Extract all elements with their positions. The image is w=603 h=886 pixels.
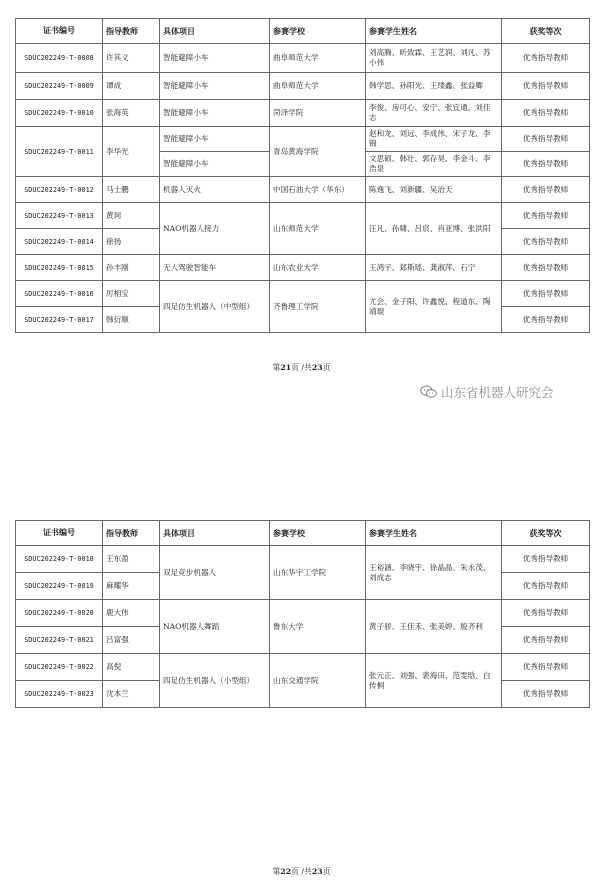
- cert-no: SDUC202249-T-0016: [16, 281, 103, 307]
- award-level: 优秀指导教师: [502, 281, 590, 307]
- award-level: 优秀指导教师: [502, 44, 590, 73]
- watermark-text: 山东省机器人研究会: [441, 385, 554, 400]
- student-names: 韩学思、孙阳光、王缕鑫、张益卿: [366, 73, 502, 100]
- header-cert-no: 证书编号: [16, 19, 103, 44]
- teacher-name: 麻耀华: [103, 573, 160, 600]
- cert-no: SDUC202249-T-0010: [16, 100, 103, 127]
- cert-no: SDUC202249-T-0019: [16, 573, 103, 600]
- table-row: [16, 546, 590, 573]
- project-name: 智能避障小车: [160, 100, 270, 127]
- awards-table-page-22: [15, 520, 590, 708]
- student-names: 刘高腾、昕致霖、王艺润、刘凡、苏小伟: [366, 44, 502, 73]
- teacher-name: 沈本兰: [103, 681, 160, 708]
- student-names: 文思硕、韩壮、郭存昊、李金斗、李浩泉: [366, 152, 502, 177]
- cert-no: SDUC202249-T-0020: [16, 600, 103, 627]
- cert-no: SDUC202249-T-0023: [16, 681, 103, 708]
- header-project: 具体项目: [160, 521, 270, 546]
- award-level: 优秀指导教师: [502, 654, 590, 681]
- table-row: [16, 600, 590, 627]
- cert-no: SDUC202249-T-0015: [16, 255, 103, 281]
- cert-no: SDUC202249-T-0017: [16, 307, 103, 333]
- page-footer-22: [0, 866, 603, 877]
- student-names: 赵和龙、刘远、李成伟、宋子龙、李锦: [366, 127, 502, 152]
- teacher-name: 李华光: [103, 127, 160, 177]
- table-row: [16, 44, 590, 73]
- student-names: 张元正、刘强、裴海田、范雯晗、白传桐: [366, 654, 502, 708]
- cert-no: SDUC202249-T-0021: [16, 627, 103, 654]
- school-name: 齐鲁理工学院: [270, 281, 366, 333]
- student-names: 李俊、房可心、安宁、张宜通、刘佳志: [366, 100, 502, 127]
- student-names: 王鸿宇、郑斯瑶、龚淑萍、石宁: [366, 255, 502, 281]
- project-name: 智能避障小车: [160, 127, 270, 152]
- award-level: 优秀指导教师: [502, 127, 590, 152]
- header-cert-no: 证书编号: [16, 521, 103, 546]
- award-level: 优秀指导教师: [502, 100, 590, 127]
- teacher-name: 张海英: [103, 100, 160, 127]
- header-project: 具体项目: [160, 19, 270, 44]
- student-names: 王裕涵、李晓宇、徐晶晶、朱永茂、刘成志: [366, 546, 502, 600]
- school-name: 山东交通学院: [270, 654, 366, 708]
- school-name: 菏泽学院: [270, 100, 366, 127]
- project-name: NAO机器人舞蹈: [160, 600, 270, 654]
- wechat-icon: [420, 385, 437, 399]
- header-students: 参赛学生姓名: [366, 19, 502, 44]
- cert-no: SDUC202249-T-0008: [16, 44, 103, 73]
- table-header-row: [16, 521, 590, 546]
- school-name: 曲阜师范大学: [270, 73, 366, 100]
- school-name: 山东师范大学: [270, 203, 366, 255]
- project-name: 双足竞步机器人: [160, 546, 270, 600]
- footer-mid: 页 /共: [291, 363, 312, 372]
- header-teacher: 指导教师: [103, 521, 160, 546]
- teacher-name: 徐扬: [103, 229, 160, 255]
- header-students: 参赛学生姓名: [366, 521, 502, 546]
- award-level: 优秀指导教师: [502, 203, 590, 229]
- teacher-name: 韩衍顺: [103, 307, 160, 333]
- teacher-name: 马士鹏: [103, 177, 160, 203]
- cert-no: SDUC202249-T-0011: [16, 127, 103, 177]
- school-name: 青岛黄海学院: [270, 127, 366, 177]
- award-level: 优秀指导教师: [502, 573, 590, 600]
- header-award: 获奖等次: [502, 19, 590, 44]
- teacher-name: 谭成: [103, 73, 160, 100]
- teacher-name: 许其义: [103, 44, 160, 73]
- table-row: [16, 127, 590, 152]
- student-names: 黄子骄、王佳禾、张美婷、殷齐利: [366, 600, 502, 654]
- project-name: 智能避障小车: [160, 73, 270, 100]
- teacher-name: 鹿大伟: [103, 600, 160, 627]
- page-footer-21: [0, 362, 603, 373]
- cert-no: SDUC202249-T-0013: [16, 203, 103, 229]
- footer-total: 23: [311, 867, 323, 876]
- school-name: 山东农业大学: [270, 255, 366, 281]
- table-row: [16, 73, 590, 100]
- project-name: 智能避障小车: [160, 44, 270, 73]
- project-name: 智能避障小车: [160, 152, 270, 177]
- teacher-name: 黄珂: [103, 203, 160, 229]
- student-names: 陈逸飞、刘新疆、吴治天: [366, 177, 502, 203]
- teacher-name: 王东盈: [103, 546, 160, 573]
- teacher-name: 孙丰刚: [103, 255, 160, 281]
- footer-prefix: 第: [272, 363, 281, 372]
- award-level: 优秀指导教师: [502, 73, 590, 100]
- school-name: 曲阜师范大学: [270, 44, 366, 73]
- teacher-name: 厉相宝: [103, 281, 160, 307]
- award-level: 优秀指导教师: [502, 229, 590, 255]
- award-level: 优秀指导教师: [502, 255, 590, 281]
- cert-no: SDUC202249-T-0009: [16, 73, 103, 100]
- header-award: 获奖等次: [502, 521, 590, 546]
- table-row: [16, 654, 590, 681]
- footer-page: 21: [280, 363, 292, 372]
- footer-total: 23: [311, 363, 323, 372]
- header-teacher: 指导教师: [103, 19, 160, 44]
- watermark: [420, 383, 554, 401]
- table-header-row: [16, 19, 590, 44]
- awards-table-page-21: [15, 18, 590, 333]
- footer-mid: 页 /共: [291, 867, 312, 876]
- teacher-name: 吕富强: [103, 627, 160, 654]
- footer-prefix: 第: [272, 867, 281, 876]
- school-name: 中国石油大学（华东）: [270, 177, 366, 203]
- award-level: 优秀指导教师: [502, 600, 590, 627]
- project-name: NAO机器人接力: [160, 203, 270, 255]
- project-name: 四足仿生机器人（中型组）: [160, 281, 270, 333]
- table-row: [16, 281, 590, 307]
- cert-no: SDUC202249-T-0014: [16, 229, 103, 255]
- cert-no: SDUC202249-T-0018: [16, 546, 103, 573]
- student-names: 汪凡、孙啸、吕宸、肖亚博、张洪阳: [366, 203, 502, 255]
- student-names: 尤会、金子阳、许鑫悦、程道东、陶靖琨: [366, 281, 502, 333]
- table-row: [16, 203, 590, 229]
- footer-page: 22: [280, 867, 292, 876]
- table-row: [16, 177, 590, 203]
- school-name: 鲁东大学: [270, 600, 366, 654]
- award-level: 优秀指导教师: [502, 546, 590, 573]
- award-level: 优秀指导教师: [502, 627, 590, 654]
- header-school: 参赛学校: [270, 19, 366, 44]
- project-name: 四足仿生机器人（小型组）: [160, 654, 270, 708]
- award-level: 优秀指导教师: [502, 307, 590, 333]
- award-level: 优秀指导教师: [502, 152, 590, 177]
- table-row: [16, 100, 590, 127]
- project-name: 无人驾驶智能车: [160, 255, 270, 281]
- school-name: 山东华宇工学院: [270, 546, 366, 600]
- header-school: 参赛学校: [270, 521, 366, 546]
- award-level: 优秀指导教师: [502, 177, 590, 203]
- table-row: [16, 255, 590, 281]
- project-name: 机器人灭火: [160, 177, 270, 203]
- cert-no: SDUC202249-T-0022: [16, 654, 103, 681]
- teacher-name: 高倪: [103, 654, 160, 681]
- footer-suffix: 页: [322, 363, 331, 372]
- footer-suffix: 页: [322, 867, 331, 876]
- award-level: 优秀指导教师: [502, 681, 590, 708]
- cert-no: SDUC202249-T-0012: [16, 177, 103, 203]
